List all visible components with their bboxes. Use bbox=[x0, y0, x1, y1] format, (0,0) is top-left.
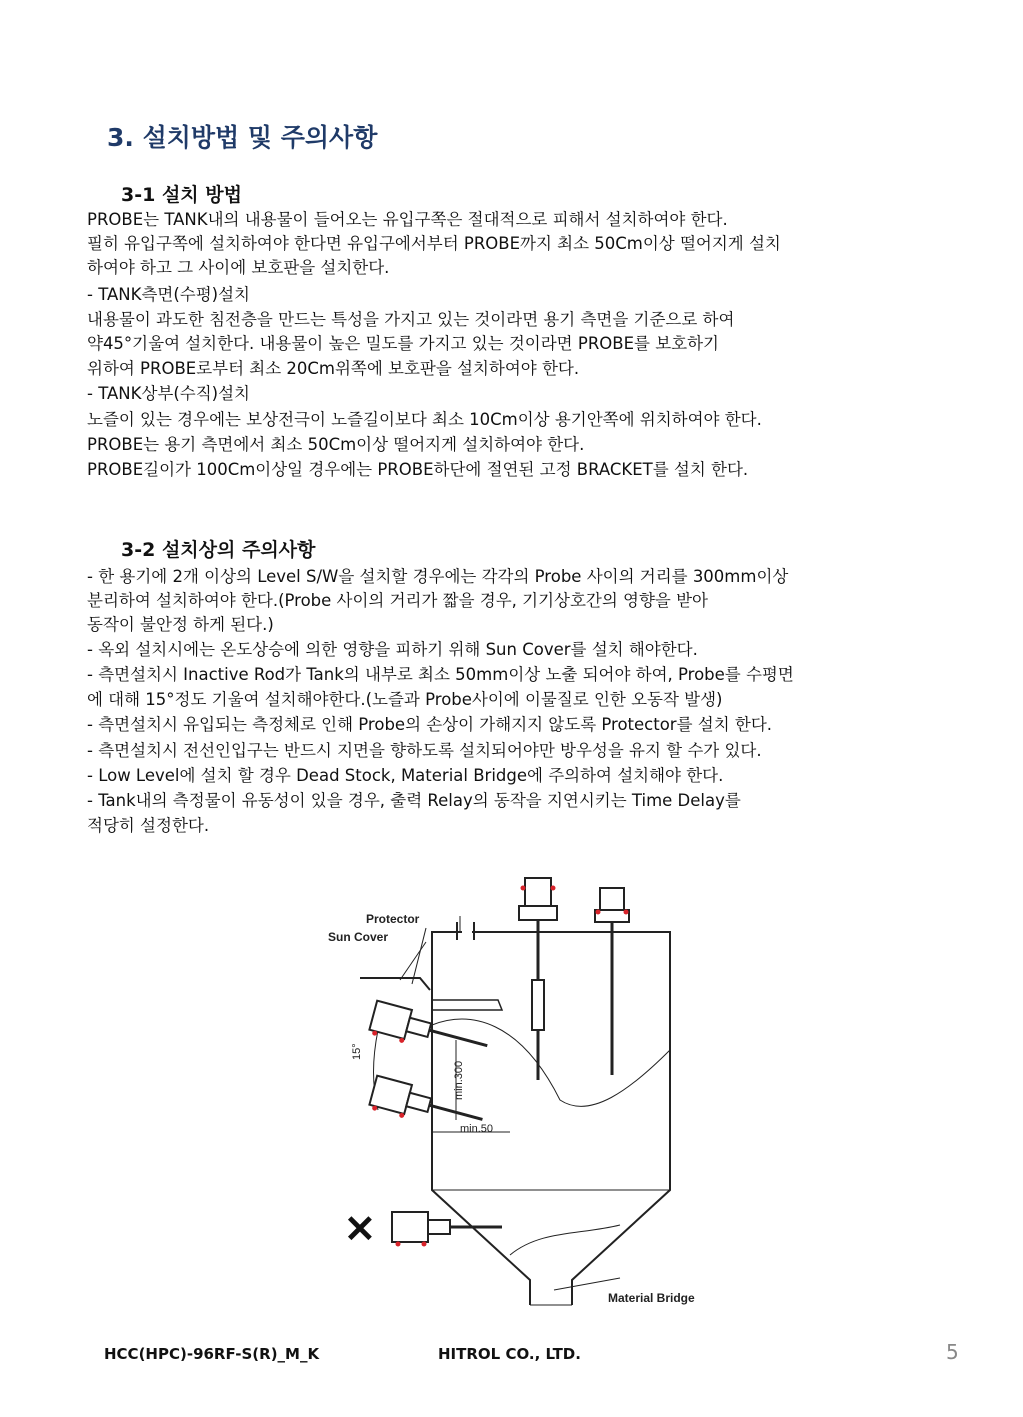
label-angle: 15° bbox=[351, 1043, 363, 1060]
body-line: 노즐이 있는 경우에는 보상전극이 노즐길이보다 최소 10Cm이상 용기안쪽에 위치하여야 한다. bbox=[87, 410, 762, 429]
top-probe-right bbox=[595, 888, 629, 1075]
body-line: PROBE는 TANK내의 내용물이 들어오는 유입구쪽은 절대적으로 피해서 설치하여야 한다. bbox=[87, 210, 728, 229]
body-line: 적당히 설정한다. bbox=[87, 816, 210, 835]
label-min50: min.50 bbox=[460, 1123, 494, 1135]
body-line: - TANK상부(수직)설치 bbox=[87, 384, 250, 403]
installation-diagram bbox=[320, 860, 720, 1310]
wrong-mark-icon: ✕ bbox=[344, 1209, 376, 1251]
body-line: 하여야 하고 그 사이에 보호판을 설치한다. bbox=[87, 258, 390, 277]
side-probe-wrong bbox=[392, 1212, 502, 1247]
body-line: - 한 용기에 2개 이상의 Level S/W을 설치할 경우에는 각각의 Probe 사이의 거리를 300mm이상 bbox=[87, 567, 789, 586]
body-line: 에 대해 15°정도 기울여 설치해야한다.(노즐과 Probe사이에 이물질로 인한 오동작 발생) bbox=[87, 690, 723, 709]
body-line: - 측면설치시 전선인입구는 반드시 지면을 향하도록 설치되어야만 방우성을 유지 할 수가 있다. bbox=[87, 741, 762, 760]
subsection-heading-install-method: 3-1 설치 방법 bbox=[121, 184, 242, 206]
body-line: 위하여 PROBE로부터 최소 20Cm위쪽에 보호판을 설치하여야 한다. bbox=[87, 359, 580, 378]
body-line: PROBE는 용기 측면에서 최소 50Cm이상 떨어지게 설치하여야 한다. bbox=[87, 435, 585, 454]
page-number: 5 bbox=[946, 1340, 959, 1364]
body-line: - 측면설치시 Inactive Rod가 Tank의 내부로 최소 50mm이상 노출 되어야 하여, Probe를 수평면 bbox=[87, 665, 794, 684]
label-sun-cover: Sun Cover bbox=[328, 930, 389, 944]
body-line: - 옥외 설치시에는 온도상승에 의한 영향을 피하기 위해 Sun Cover를 설치 해야한다. bbox=[87, 640, 698, 659]
subsection-heading-precautions: 3-2 설치상의 주의사항 bbox=[121, 539, 316, 561]
body-line: - Low Level에 설치 할 경우 Dead Stock, Material Bridge에 주의하여 설치해야 한다. bbox=[87, 766, 724, 785]
label-protector: Protector bbox=[366, 912, 420, 926]
body-line: 내용물이 과도한 침전층을 만드는 특성을 가지고 있는 것이라면 용기 측면을 기준으로 하여 bbox=[87, 310, 735, 329]
section-title: 3. 설치방법 및 주의사항 bbox=[107, 123, 378, 152]
body-line: PROBE길이가 100Cm이상일 경우에는 PROBE하단에 절연된 고정 BRACKET를 설치 한다. bbox=[87, 460, 749, 479]
body-line: 약45°기울여 설치한다. 내용물이 높은 밀도를 가지고 있는 것이라면 PROBE를 보호하기 bbox=[87, 334, 719, 353]
label-min300: min.300 bbox=[453, 1060, 465, 1100]
label-material-bridge: Material Bridge bbox=[608, 1291, 695, 1305]
body-line: 필히 유입구쪽에 설치하여야 한다면 유입구에서부터 PROBE까지 최소 50Cm이상 떨어지게 설치 bbox=[87, 234, 781, 253]
footer-model: HCC(HPC)-96RF-S(R)_M_K bbox=[104, 1345, 320, 1363]
body-line: 분리하여 설치하여야 한다.(Probe 사이의 거리가 짧을 경우, 기기상호간의 영향을 받아 bbox=[87, 591, 708, 610]
body-line: - TANK측면(수평)설치 bbox=[87, 285, 250, 304]
footer-company: HITROL CO., LTD. bbox=[438, 1345, 581, 1363]
body-line: - Tank내의 측정물이 유동성이 있을 경우, 출력 Relay의 동작을 지연시키는 Time Delay를 bbox=[87, 791, 741, 810]
top-probe-left bbox=[519, 878, 557, 1080]
body-line: - 측면설치시 유입되는 측정체로 인해 Probe의 손상이 가해지지 않도록 Protector를 설치 한다. bbox=[87, 715, 773, 734]
body-line: 동작이 불안정 하게 된다.) bbox=[87, 615, 274, 634]
